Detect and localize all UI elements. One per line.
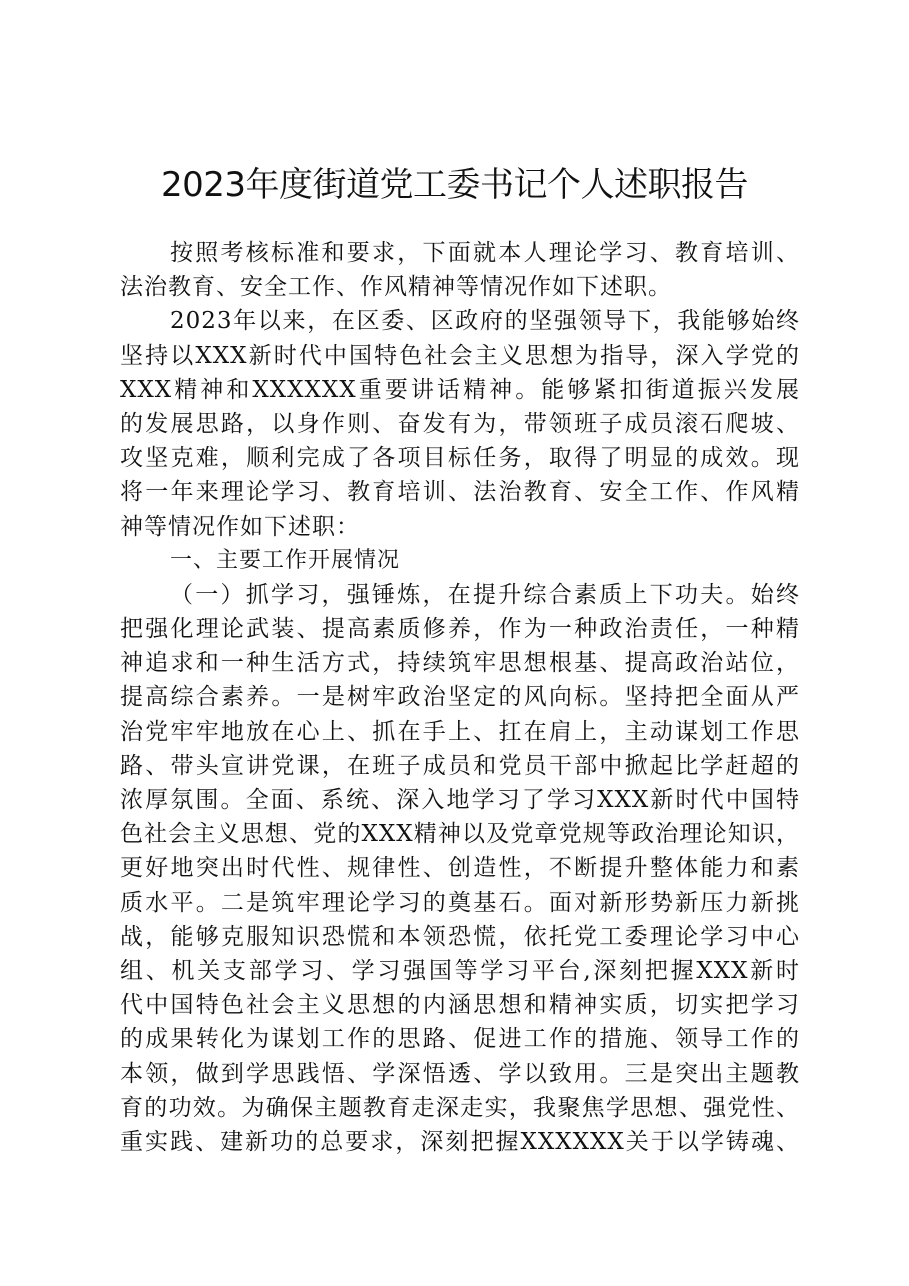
body-line: 治党牢牢地放在心上、抓在手上、扛在肩上，主动谋划工作思 bbox=[120, 718, 800, 745]
body-line: 育的功效。为确保主题教育走深走实，我聚焦学思想、强党性、 bbox=[120, 1094, 800, 1121]
body-line: 重实践、建新功的总要求，深刻把握XXXXXX关于以学铸魂、 bbox=[120, 1128, 800, 1155]
body-line: 代中国特色社会主义思想的内涵思想和精神实质，切实把学习 bbox=[120, 992, 800, 1019]
body-line: 法治教育、安全工作、作风精神等情况作如下述职。 bbox=[120, 274, 672, 301]
body-line: 神等情况作如下述职： bbox=[120, 513, 360, 540]
body-line: 把强化理论武装、提高素质修养，作为一种政治责任，一种精 bbox=[120, 616, 800, 643]
body-line: 将一年来理论学习、教育培训、法治教育、安全工作、作风精 bbox=[120, 479, 800, 506]
body-line: 坚持以XXX新时代中国特色社会主义思想为指导，深入学党的 bbox=[120, 342, 800, 369]
body-line: 战，能够克服知识恐慌和本领恐慌，依托党工委理论学习中心 bbox=[120, 923, 800, 950]
body-line: 神追求和一种生活方式，持续筑牢思想根基、提高政治站位， bbox=[120, 650, 800, 677]
body-line: 按照考核标准和要求，下面就本人理论学习、教育培训、 bbox=[170, 240, 800, 266]
body-line: XXX精神和XXXXXX重要讲话精神。能够紧扣街道振兴发展 bbox=[120, 376, 800, 403]
body-line: 路、带头宣讲党课，在班子成员和党员干部中掀起比学赶超的 bbox=[120, 752, 800, 779]
body-line: 2023年以来，在区委、区政府的坚强领导下，我能够始终 bbox=[170, 308, 800, 335]
body-line: 更好地突出时代性、规律性、创造性，不断提升整体能力和素 bbox=[120, 855, 800, 882]
body-line: 的成果转化为谋划工作的思路、促进工作的措施、领导工作的 bbox=[120, 1026, 800, 1053]
body-line: 浓厚氛围。全面、系统、深入地学习了学习XXX新时代中国特 bbox=[120, 787, 800, 813]
document-title: 2023年度街道党工委书记个人述职报告 bbox=[160, 165, 749, 205]
document-body bbox=[120, 236, 800, 1159]
body-line: 本领，做到学思践悟、学深悟透、学以致用。三是突出主题教 bbox=[120, 1060, 800, 1087]
section-heading: 一、主要工作开展情况 bbox=[170, 547, 401, 573]
body-line: 质水平。二是筑牢理论学习的奠基石。面对新形势新压力新挑 bbox=[120, 889, 800, 916]
subsection-line: （一）抓学习，强锤炼，在提升综合素质上下功夫。始终 bbox=[170, 581, 800, 608]
body-line: 攻坚克难，顺利完成了各项目标任务，取得了明显的成效。现 bbox=[120, 445, 800, 472]
body-line: 的发展思路，以身作则、奋发有为，带领班子成员滚石爬坡、 bbox=[120, 410, 800, 437]
body-line: 提高综合素养。一是树牢政治坚定的风向标。坚持把全面从严 bbox=[120, 684, 800, 711]
body-line: 色社会主义思想、党的XXX精神以及党章党规等政治理论知识， bbox=[120, 821, 800, 848]
body-line: 组、机关支部学习、学习强国等学习平台,深刻把握XXX新时 bbox=[120, 957, 800, 984]
